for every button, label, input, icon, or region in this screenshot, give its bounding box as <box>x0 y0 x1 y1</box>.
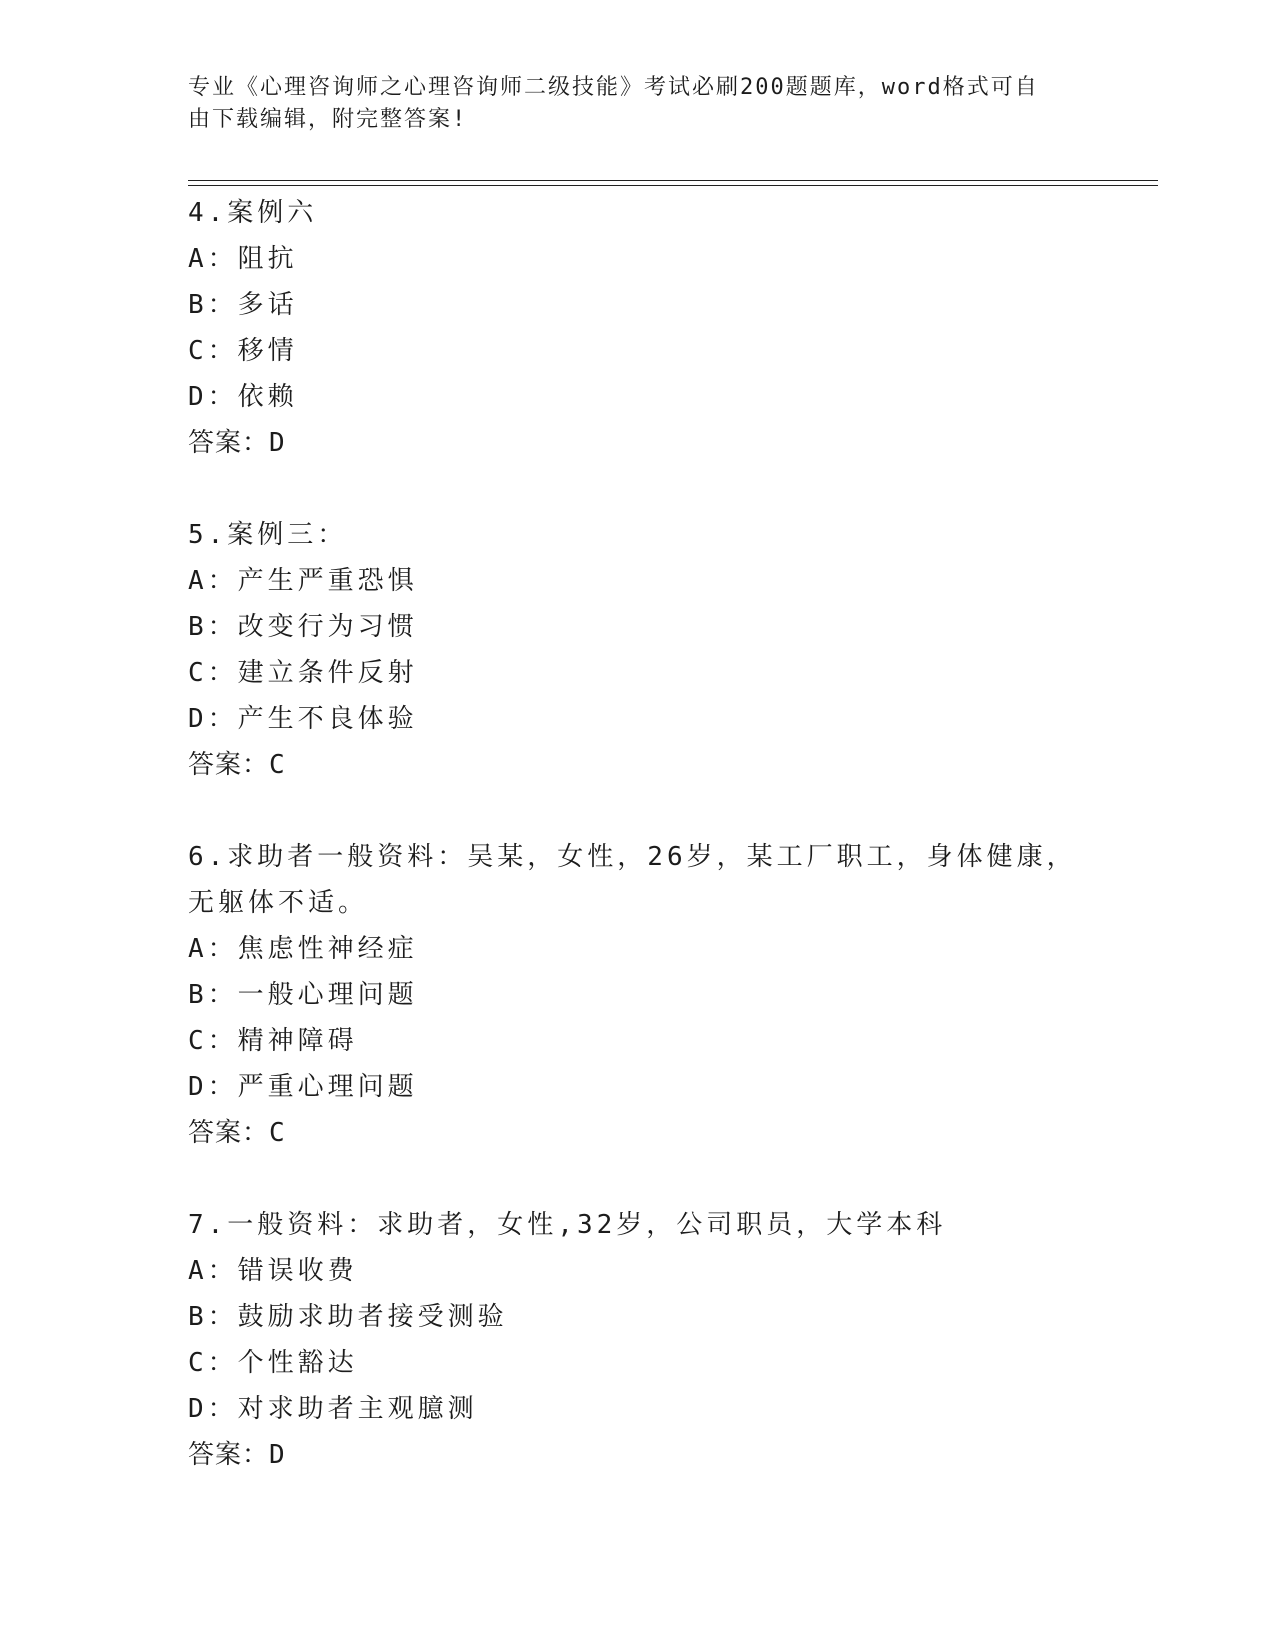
option-c: C：精神障碍 <box>188 1026 358 1056</box>
answer-line <box>188 1432 1088 1478</box>
question-stem: 6.求助者一般资料：吴某，女性，26岁，某工厂职工，身体健康，无躯体不适。 <box>188 842 1077 918</box>
answer-label: 答案： <box>188 1118 270 1148</box>
answer-label: 答案： <box>188 1440 270 1470</box>
option-c: C：移情 <box>188 336 298 366</box>
option-b: B：一般心理问题 <box>188 980 418 1010</box>
document-header <box>188 72 1068 136</box>
answer-value: C <box>269 1118 286 1148</box>
option-a: A：焦虑性神经症 <box>188 934 418 964</box>
answer-value: D <box>269 1440 286 1470</box>
answer-value: C <box>269 750 286 780</box>
answer-value: D <box>269 428 286 458</box>
option-c: C：建立条件反射 <box>188 658 418 688</box>
option-d: D：依赖 <box>188 382 298 412</box>
answer-line <box>188 742 1088 788</box>
option-a: A：错误收费 <box>188 1256 358 1286</box>
option-d: D：产生不良体验 <box>188 704 418 734</box>
header-divider-top <box>188 180 1158 181</box>
header-line-1: 专业《心理咨询师之心理咨询师二级技能》考试必刷200题题库，word格式可自 <box>188 75 1039 100</box>
answer-line <box>188 420 1088 466</box>
question-6 <box>188 834 1088 1156</box>
option-a: A：阻抗 <box>188 244 298 274</box>
header-line-2: 由下载编辑，附完整答案! <box>188 107 468 132</box>
answer-label: 答案： <box>188 750 270 780</box>
header-divider-bottom <box>188 185 1158 186</box>
option-d: D：严重心理问题 <box>188 1072 418 1102</box>
option-b: B：鼓励求助者接受测验 <box>188 1302 508 1332</box>
question-stem: 4.案例六 <box>188 198 318 228</box>
option-b: B：多话 <box>188 290 298 320</box>
answer-line <box>188 1110 1088 1156</box>
question-7 <box>188 1202 1088 1478</box>
option-c: C：个性豁达 <box>188 1348 358 1378</box>
option-a: A：产生严重恐惧 <box>188 566 418 596</box>
question-stem: 5.案例三： <box>188 520 348 550</box>
answer-label: 答案： <box>188 428 270 458</box>
option-b: B：改变行为习惯 <box>188 612 418 642</box>
question-4 <box>188 190 1088 466</box>
question-stem: 7.一般资料：求助者，女性,32岁，公司职员，大学本科 <box>188 1210 947 1240</box>
option-d: D：对求助者主观臆测 <box>188 1394 478 1424</box>
question-5 <box>188 512 1088 788</box>
question-list <box>188 190 1088 1524</box>
